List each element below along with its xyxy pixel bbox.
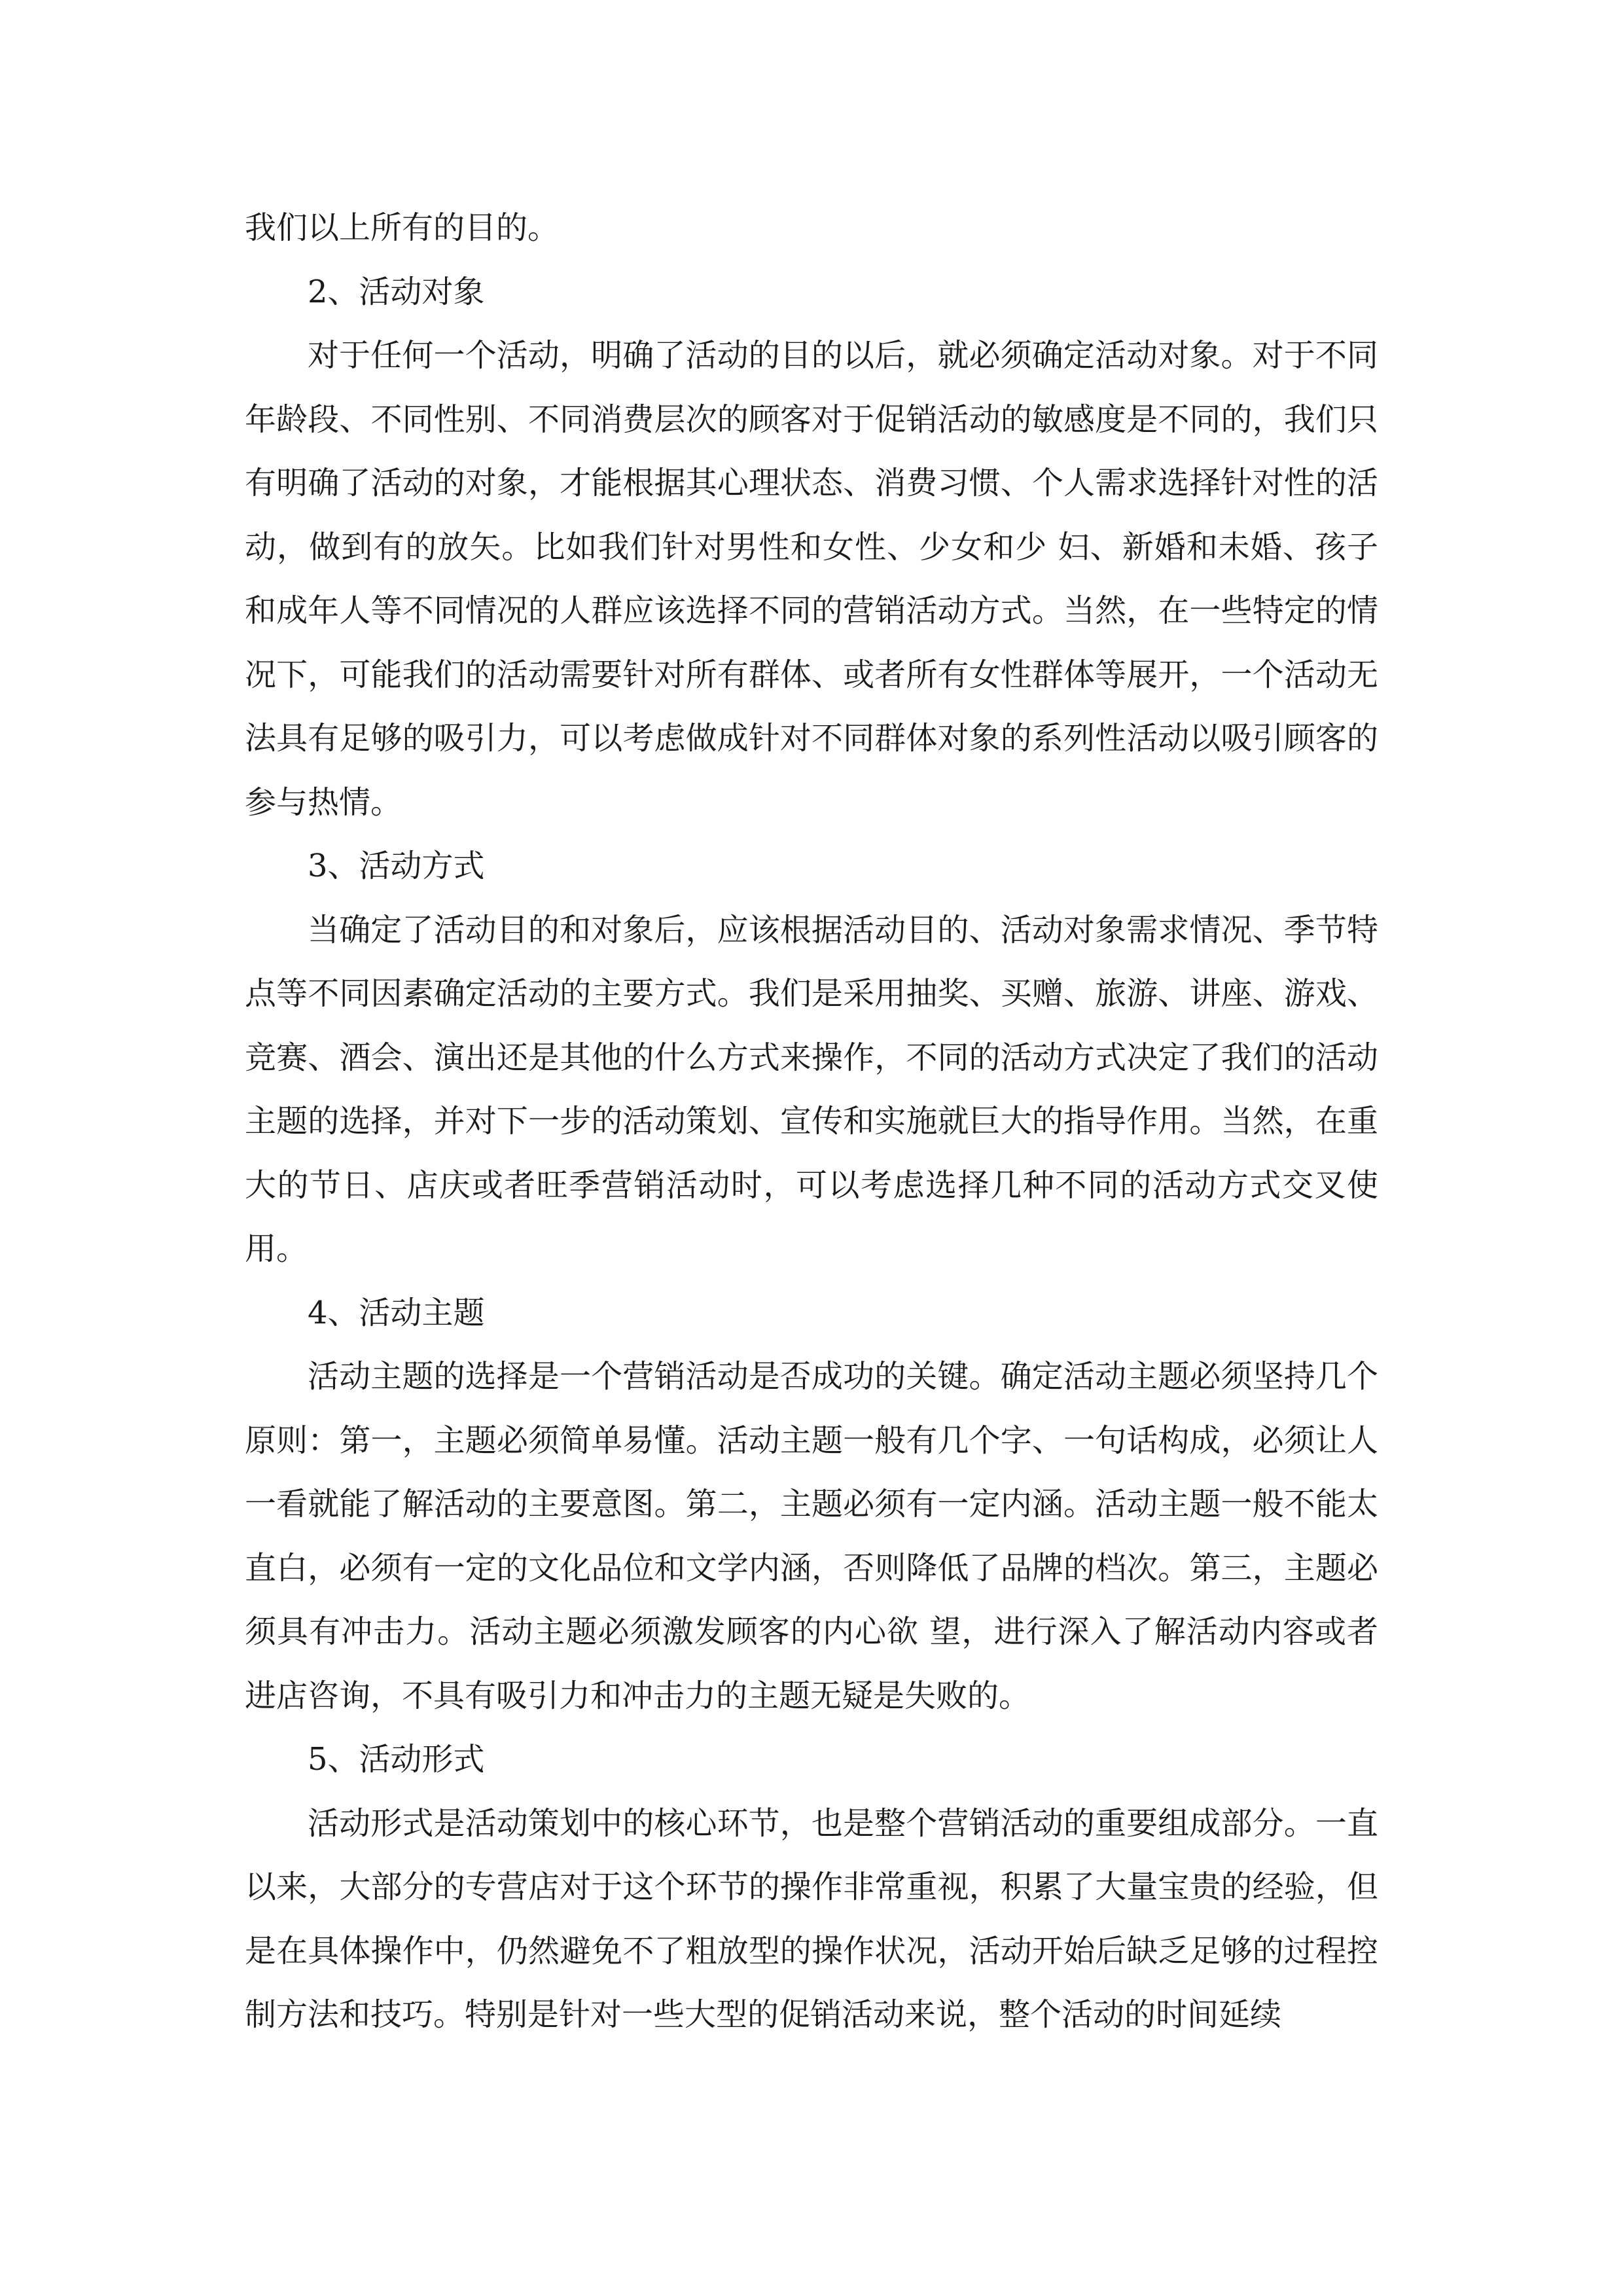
paragraph-activity-target: 对于任何一个活动，明确了活动的目的以后，就必须确定活动对象。对于不同年龄段、不同性别、不同消费层次的顾客对于促销活动的敏感度是不同的，我们只有明确了活动的对象，才能根据其心理状态、消费习惯、个人需求选择针对性的活动，做到有的放矢。比如我们针对男性和女性、少女和少 妇、新婚和未婚、孩子和成年人等不同情况的人群应该选择不同的营销活动方式。当然，在一些特定的情况下，可能我们的活动需要针对所有群体、或者所有女性群体等展开，一个活动无法具有足够的吸引力，可以考虑做成针对不同群体对象的系列性活动以吸引顾客的参与热情。 (245, 337, 1378, 821)
paragraph-continuation: 我们以上所有的目的。 (245, 209, 560, 246)
section-heading-activity-method: 3、活动方式 (308, 848, 485, 884)
section-heading-activity-form: 5、活动形式 (308, 1741, 485, 1778)
paragraph-activity-form: 活动形式是活动策划中的核心环节，也是整个营销活动的重要组成部分。一直以来，大部分的专营店对于这个环节的操作非常重视，积累了大量宝贵的经验，但是在具体操作中，仍然避免不了粗放型的操作状况，活动开始后缺乏足够的过程控制方法和技巧。特别是针对一些大型的促销活动来说，整个活动的时间延续 (245, 1804, 1378, 2033)
section-heading-activity-theme: 4、活动主题 (308, 1294, 485, 1331)
document-body (245, 196, 1378, 2047)
section-heading-activity-target: 2、活动对象 (308, 273, 485, 310)
paragraph-activity-theme: 活动主题的选择是一个营销活动是否成功的关键。确定活动主题必须坚持几个原则：第一，主题必须简单易懂。活动主题一般有几个字、一句话构成，必须让人一看就能了解活动的主要意图。第二，主题必须有一定内涵。活动主题一般不能太直白，必须有一定的文化品位和文学内涵，否则降低了品牌的档次。第三，主题必须具有冲击力。活动主题必须激发顾客的内心欲 望，进行深入了解活动内容或者进店咨询，不具有吸引力和冲击力的主题无疑是失败的。 (245, 1358, 1378, 1714)
paragraph-activity-method: 当确定了活动目的和对象后，应该根据活动目的、活动对象需求情况、季节特点等不同因素确定活动的主要方式。我们是采用抽奖、买赠、旅游、讲座、游戏、竞赛、酒会、演出还是其他的什么方式来操作，不同的活动方式决定了我们的活动主题的选择，并对下一步的活动策划、宣传和实施就巨大的指导作用。当然，在重大的节日、店庆或者旺季营销活动时，可以考虑选择几种不同的活动方式交叉使用。 (245, 911, 1378, 1267)
